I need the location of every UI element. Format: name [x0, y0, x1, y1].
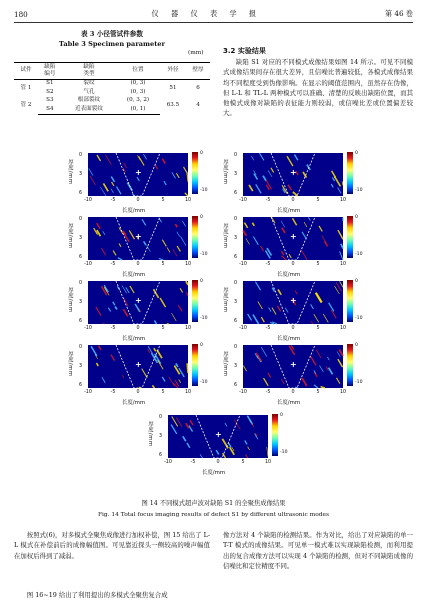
colorbar: [272, 414, 278, 456]
x-tick-label: 5: [316, 326, 320, 331]
artifact-streak: [187, 363, 188, 373]
y-tick-label: 6: [234, 383, 238, 388]
table-title-en: [14, 40, 210, 49]
x-tick-label: -10: [84, 198, 92, 203]
table-row: [14, 79, 210, 88]
x-tick-label: 0: [136, 390, 140, 395]
colorbar-tick-label: -10: [200, 316, 208, 321]
colorbar-tick-label: 0: [355, 343, 358, 348]
cell-pos: (0, 3, 2): [126, 97, 150, 104]
x-tick-label: 10: [339, 198, 347, 203]
cell-type: 裂纹: [83, 80, 95, 87]
cell-pos: (0, 3): [130, 80, 146, 87]
x-axis-label: 长度/mm: [277, 208, 301, 214]
x-tick-label: 10: [184, 262, 192, 267]
defect-marker: +: [135, 360, 142, 369]
cell-id: S4: [38, 105, 62, 114]
table-title-cn: 表 3 小径管试件参数: [81, 30, 143, 38]
y-axis-label: 厚度/mm: [67, 351, 73, 377]
x-tick-label: -10: [84, 390, 92, 395]
defect-marker: +: [215, 430, 222, 439]
x-tick-label: -10: [239, 262, 247, 267]
cell-od: 51: [169, 84, 177, 91]
cell-type: 根部裂纹: [77, 97, 101, 104]
colorbar-tick-label: 0: [355, 215, 358, 220]
y-tick-label: 0: [79, 281, 83, 286]
x-tick-label: 0: [216, 460, 220, 465]
x-tick-label: 5: [161, 262, 165, 267]
y-axis-label: 厚度/mm: [67, 287, 73, 313]
colorbar-tick-label: -10: [200, 188, 208, 193]
y-tick-label: 6: [79, 191, 83, 196]
th-specimen: 试件: [14, 63, 38, 80]
x-axis-label: 长度/mm: [202, 470, 226, 476]
colorbar-tick-label: 0: [355, 151, 358, 156]
y-tick-label: 3: [234, 236, 238, 241]
cell-specimen: 管 1: [20, 84, 32, 91]
colorbar: [347, 152, 353, 194]
colorbar: [192, 152, 198, 194]
y-tick-label: 3: [159, 434, 163, 439]
imaging-panel: [219, 150, 375, 218]
imaging-panel: [64, 342, 220, 410]
defect-marker: +: [290, 296, 297, 305]
x-tick-label: 5: [316, 262, 320, 267]
colorbar-tick-label: -10: [355, 188, 363, 193]
y-tick-label: 0: [159, 415, 163, 420]
defect-marker: +: [290, 360, 297, 369]
y-axis-label: 厚度/mm: [67, 159, 73, 185]
y-axis-label: 厚度/mm: [222, 223, 228, 249]
y-tick-label: 3: [79, 236, 83, 241]
imaging-panel: [64, 150, 220, 218]
x-tick-label: 10: [184, 390, 192, 395]
x-tick-label: 5: [316, 198, 320, 203]
x-tick-label: 10: [184, 326, 192, 331]
imaging-panel: [219, 214, 375, 282]
x-tick-label: -10: [84, 326, 92, 331]
y-tick-label: 0: [234, 217, 238, 222]
x-tick-label: -5: [265, 390, 271, 395]
page-header: [14, 9, 413, 23]
colorbar: [192, 280, 198, 322]
x-tick-label: -5: [110, 198, 116, 203]
y-tick-label: 3: [79, 300, 83, 305]
x-axis-label: 长度/mm: [277, 400, 301, 406]
paragraph-weighting: 按照式(6)，对多模式全聚焦成像进行加权补偿，图 15 给出了 L-L 模式在补偿前后的成像幅值图。可见靠近探头一侧较高的噪声幅值在加权后得到了减弱。: [14, 531, 210, 560]
x-tick-label: -5: [265, 198, 271, 203]
x-axis-label: 长度/mm: [122, 272, 146, 278]
y-tick-label: 3: [234, 172, 238, 177]
y-tick-label: 6: [159, 453, 163, 458]
colorbar-tick-label: -10: [200, 380, 208, 385]
x-tick-label: -5: [265, 262, 271, 267]
colorbar-tick-label: -10: [355, 252, 363, 257]
colorbar-tick-label: 0: [355, 279, 358, 284]
x-tick-label: 5: [241, 460, 245, 465]
x-axis-label: 长度/mm: [122, 208, 146, 214]
x-tick-label: -10: [239, 198, 247, 203]
section-heading: 3.2 实验结果: [223, 47, 266, 55]
x-tick-label: -5: [110, 390, 116, 395]
x-tick-label: 10: [264, 460, 272, 465]
y-tick-label: 0: [79, 217, 83, 222]
x-tick-label: 0: [291, 326, 295, 331]
y-tick-label: 0: [234, 153, 238, 158]
colorbar: [192, 344, 198, 386]
x-tick-label: -10: [239, 390, 247, 395]
figure-caption-cn: 图 14 不同模式超声波对缺陷 S1 的全聚焦成像结果: [141, 500, 286, 507]
colorbar-tick-label: -10: [280, 450, 288, 455]
th-defect-type: 缺陷 类型: [62, 63, 116, 80]
x-tick-label: 10: [339, 262, 347, 267]
x-tick-label: 0: [136, 198, 140, 203]
colorbar-tick-label: -10: [355, 316, 363, 321]
volume-number: 第 46 卷: [384, 9, 413, 18]
table-unit: (mm): [188, 50, 204, 56]
cell-pos: (0, 1): [116, 105, 160, 114]
y-tick-label: 0: [234, 345, 238, 350]
colorbar: [192, 216, 198, 258]
paragraph-composite: 图 16~19 给出了利用提出的多模式全聚焦复合成: [26, 591, 168, 599]
table-header-row: [14, 63, 210, 80]
cell-od: 63.5: [166, 101, 180, 108]
table-title-en-text: Table 3 Specimen parameter: [59, 40, 165, 48]
colorbar: [347, 344, 353, 386]
x-tick-label: 0: [291, 198, 295, 203]
defect-marker: +: [290, 168, 297, 177]
cell-type: 近表面裂纹: [62, 105, 116, 114]
y-tick-label: 0: [79, 345, 83, 350]
colorbar: [347, 216, 353, 258]
y-tick-label: 6: [234, 255, 238, 260]
th-outer-diameter: 外径: [160, 63, 186, 80]
y-tick-label: 3: [79, 172, 83, 177]
x-tick-label: -10: [84, 262, 92, 267]
y-tick-label: 6: [234, 319, 238, 324]
y-tick-label: 6: [79, 383, 83, 388]
x-tick-label: -5: [190, 460, 196, 465]
colorbar-tick-label: 0: [200, 151, 203, 156]
defect-marker: +: [135, 232, 142, 241]
imaging-panel: [219, 342, 375, 410]
y-tick-label: 3: [234, 364, 238, 369]
x-axis-label: 长度/mm: [277, 336, 301, 342]
cell-specimen: 管 2: [20, 101, 32, 108]
colorbar-tick-label: 0: [280, 413, 283, 418]
x-tick-label: -10: [164, 460, 172, 465]
defect-marker: +: [135, 296, 142, 305]
page-number: 180: [14, 9, 28, 19]
defect-marker: +: [290, 232, 297, 241]
colorbar-tick-label: 0: [200, 343, 203, 348]
colorbar: [347, 280, 353, 322]
x-tick-label: 10: [339, 326, 347, 331]
y-tick-label: 6: [79, 319, 83, 324]
x-tick-label: -5: [110, 262, 116, 267]
th-position: 位置: [116, 63, 160, 80]
y-axis-label: 厚度/mm: [147, 421, 153, 447]
x-axis-label: 长度/mm: [277, 272, 301, 278]
x-tick-label: 5: [316, 390, 320, 395]
cell-id: S1: [46, 80, 54, 87]
imaging-panel: [144, 412, 300, 480]
paragraph-composite-cont: 像方法对 4 个缺陷的检测结果。作为对比，给出了对应缺陷的单一 T-T 模式的成像结果。可见单一模式难以实现缺陷检测，而利用提出的复合成像方法可以实现 4 个缺陷的检测，但对不同缺陷成像的信噪比和定位精度不同。: [223, 531, 413, 570]
x-tick-label: 0: [136, 262, 140, 267]
y-tick-label: 3: [234, 300, 238, 305]
colorbar-tick-label: -10: [200, 252, 208, 257]
y-axis-label: 厚度/mm: [222, 159, 228, 185]
cell-pos: (0, 3): [130, 88, 146, 95]
defect-marker: +: [135, 168, 142, 177]
imaging-panel: [219, 278, 375, 346]
th-wall-thickness: 壁厚: [186, 63, 210, 80]
y-tick-label: 0: [234, 281, 238, 286]
table-row: [14, 97, 210, 105]
cell-type: 气孔: [83, 88, 95, 95]
imaging-panel: [64, 214, 220, 282]
x-tick-label: 5: [161, 326, 165, 331]
y-axis-label: 厚度/mm: [222, 351, 228, 377]
cell-wall: 6: [196, 84, 200, 91]
y-tick-label: 0: [79, 153, 83, 158]
figure-14: [14, 150, 413, 498]
y-tick-label: 6: [79, 255, 83, 260]
journal-name: 仪 器 仪 表 学 报: [151, 9, 262, 18]
x-tick-label: 10: [339, 390, 347, 395]
x-tick-label: -5: [265, 326, 271, 331]
x-tick-label: 0: [291, 262, 295, 267]
cell-wall: 4: [196, 101, 200, 108]
x-tick-label: -5: [110, 326, 116, 331]
colorbar-tick-label: -10: [355, 380, 363, 385]
x-tick-label: 5: [161, 198, 165, 203]
x-axis-label: 长度/mm: [122, 336, 146, 342]
th-defect-id: 缺陷 编号: [38, 63, 62, 80]
x-tick-label: 10: [184, 198, 192, 203]
x-axis-label: 长度/mm: [122, 400, 146, 406]
colorbar-tick-label: 0: [200, 215, 203, 220]
x-tick-label: 0: [136, 326, 140, 331]
specimen-table: [14, 62, 210, 115]
x-tick-label: 0: [291, 390, 295, 395]
y-axis-label: 厚度/mm: [67, 223, 73, 249]
colorbar-tick-label: 0: [200, 279, 203, 284]
y-tick-label: 3: [79, 364, 83, 369]
y-axis-label: 厚度/mm: [222, 287, 228, 313]
x-tick-label: -10: [239, 326, 247, 331]
imaging-panel: [64, 278, 220, 346]
cell-id: S3: [46, 97, 54, 104]
paragraph-results: 缺陷 S1 对应的不同模式成像结果如图 14 所示。可见不同模式成像结果间存在很大差异，且信噪比普遍较低，各模式成像结果均不同程度受到伪像影响。在显示的阈值范围内，虽然存在伪像，但 L-L 和 TL-L 两种模式可以准确、清楚的反映出缺陷位置，而其他模式成像对缺陷的表征能力则较弱，或信噪比差或位置偏差较大。: [223, 58, 413, 118]
x-tick-label: 5: [161, 390, 165, 395]
figure-caption-en: Fig. 14 Total focus imaging results of defect S1 by different ultrasonic modes: [97, 512, 330, 518]
y-tick-label: 6: [234, 191, 238, 196]
cell-id: S2: [46, 88, 54, 95]
